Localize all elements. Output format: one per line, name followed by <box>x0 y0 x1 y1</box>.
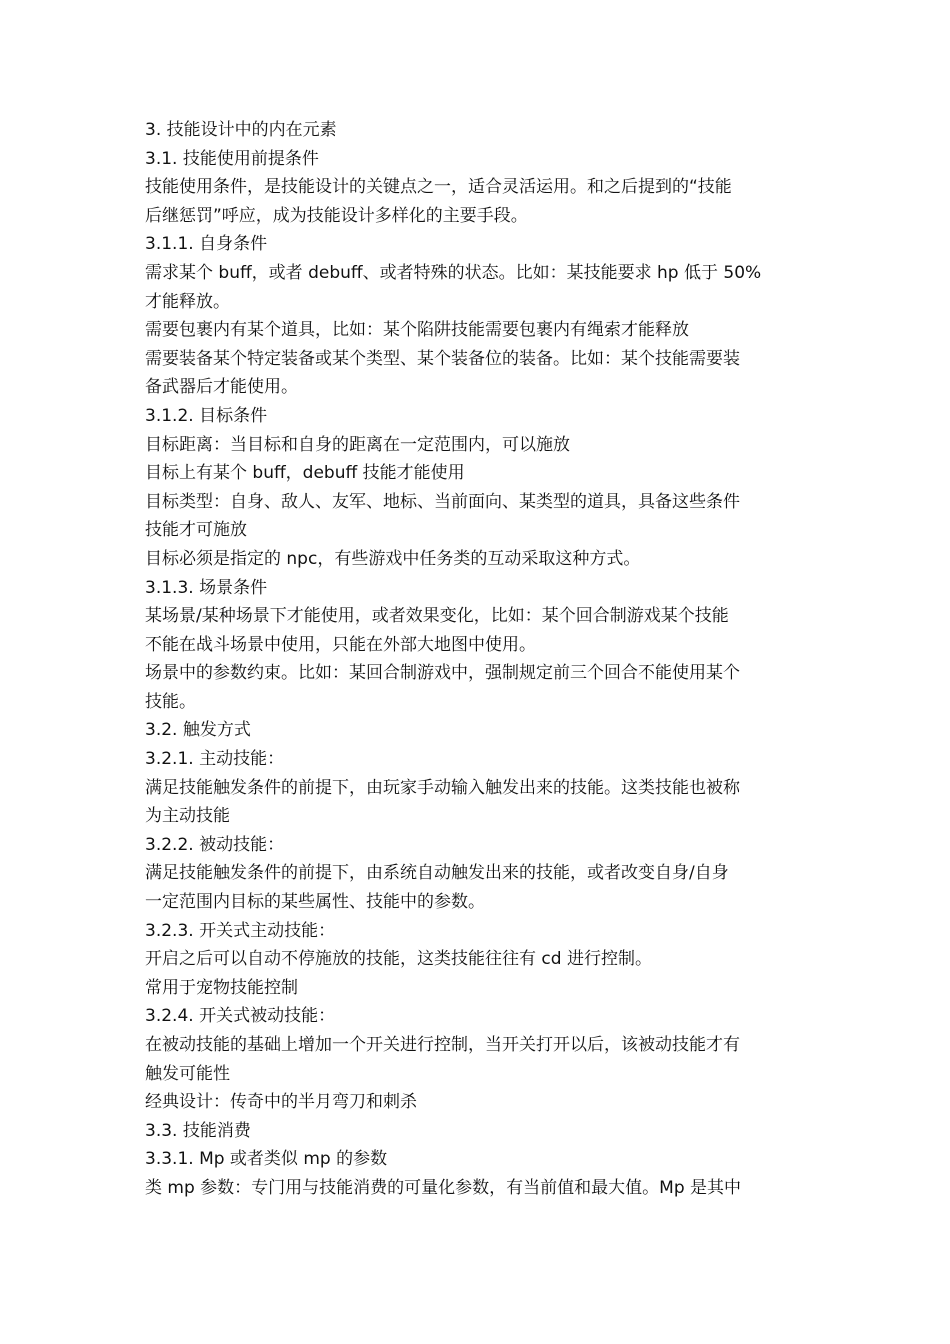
paragraph-line: 一定范围内目标的某些属性、技能中的参数。 <box>145 892 485 913</box>
paragraph-line: 技能。 <box>145 691 196 712</box>
paragraph-line: 技能才可施放 <box>145 520 247 541</box>
section-heading: 3.2.2. 被动技能： <box>145 834 285 855</box>
paragraph-line: 满足技能触发条件的前提下，由系统自动触发出来的技能，或者改变自身/自身 <box>145 863 729 884</box>
section-heading: 3.3. 技能消费 <box>145 1120 251 1141</box>
section-heading: 3.2. 触发方式 <box>145 720 251 741</box>
paragraph-line: 目标上有某个 buff，debuff 技能才能使用 <box>145 463 465 484</box>
section-heading: 3.2.1. 主动技能： <box>145 749 285 770</box>
document-page <box>145 116 815 1203</box>
paragraph-line: 不能在战斗场景中使用，只能在外部大地图中使用。 <box>145 634 536 655</box>
paragraph-line: 场景中的参数约束。比如：某回合制游戏中，强制规定前三个回合不能使用某个 <box>145 663 740 684</box>
paragraph-line: 类 mp 参数：专门用与技能消费的可量化参数，有当前值和最大值。Mp 是其中 <box>145 1177 742 1198</box>
section-heading: 3.1. 技能使用前提条件 <box>145 148 319 169</box>
section-heading: 3.1.3. 场景条件 <box>145 577 268 598</box>
paragraph-line: 满足技能触发条件的前提下，由玩家手动输入触发出来的技能。这类技能也被称 <box>145 777 740 798</box>
paragraph-line: 备武器后才能使用。 <box>145 377 298 398</box>
paragraph-line: 目标必须是指定的 npc，有些游戏中任务类的互动采取这种方式。 <box>145 548 641 569</box>
paragraph-line: 常用于宠物技能控制 <box>145 977 298 998</box>
paragraph-line: 才能释放。 <box>145 291 230 312</box>
paragraph-line: 目标距离：当目标和自身的距离在一定范围内，可以施放 <box>145 434 570 455</box>
paragraph-line: 需求某个 buff，或者 debuff、或者特殊的状态。比如：某技能要求 hp 低于 50% <box>145 262 762 283</box>
paragraph-line: 在被动技能的基础上增加一个开关进行控制，当开关打开以后，该被动技能才有 <box>145 1035 740 1055</box>
paragraph-line: 开启之后可以自动不停施放的技能，这类技能往往有 cd 进行控制。 <box>145 949 652 970</box>
paragraph-line: 经典设计：传奇中的半月弯刀和刺杀 <box>145 1092 417 1113</box>
paragraph-line: 后继惩罚”呼应，成为技能设计多样化的主要手段。 <box>145 205 528 226</box>
section-heading: 3.2.3. 开关式主动技能： <box>145 920 336 941</box>
paragraph-line: 某场景/某种场景下才能使用，或者效果变化，比如：某个回合制游戏某个技能 <box>145 606 729 627</box>
paragraph-line: 目标类型：自身、敌人、友军、地标、当前面向、某类型的道具，具备这些条件 <box>145 491 740 512</box>
paragraph-line: 为主动技能 <box>145 806 230 827</box>
section-heading: 3.2.4. 开关式被动技能： <box>145 1006 336 1027</box>
paragraph-line: 技能使用条件，是技能设计的关键点之一，适合灵活运用。和之后提到的“技能 <box>145 177 732 198</box>
paragraph-line: 需要包裹内有某个道具，比如：某个陷阱技能需要包裹内有绳索才能释放 <box>145 320 689 341</box>
section-heading: 3.3.1. Mp 或者类似 mp 的参数 <box>145 1149 388 1170</box>
paragraph-line: 需要装备某个特定装备或某个类型、某个装备位的装备。比如：某个技能需要装 <box>145 348 740 369</box>
section-heading: 3. 技能设计中的内在元素 <box>145 120 337 140</box>
section-heading: 3.1.2. 目标条件 <box>145 405 268 426</box>
section-heading: 3.1.1. 自身条件 <box>145 234 268 255</box>
paragraph-line: 触发可能性 <box>145 1063 230 1084</box>
